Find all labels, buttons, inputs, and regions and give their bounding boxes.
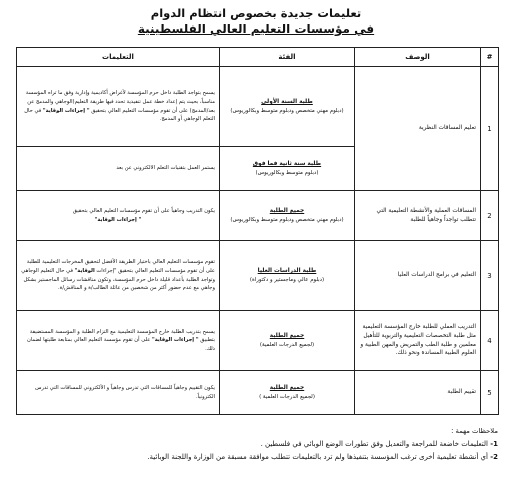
category-title: جميع الطلبة xyxy=(269,208,305,215)
category-title: طلبة سنة ثانية فما فوق xyxy=(252,161,322,168)
instruction-text: في حال التعليم الوجاهي وتواجد الطلبة بأعداد قليلة داخل حرم المؤسسة، وتكون مناقشات رسائل الماجستير بشكل وجاهي مع عدم حضور أكثر من شخصين من عائلة الطالب/ة و المناقش/ة. xyxy=(21,267,215,292)
instruction-emphasis: الوقاية" xyxy=(74,267,95,274)
instruction-text: يسمح بتواجد الطلبة داخل حرم المؤسسة لأغراض أكاديمية وإدارية وفق ما تراه المؤسسة مناسباً، بحيث يتم إعداد خطة عمل تنفيذية تحدد فيها طريقة التعليم(الوجاهي والمدمج عن بعد/المدمج) على أن تقوم مؤسسات التعليم العالي بتحقيق xyxy=(25,90,215,114)
table-row xyxy=(17,371,499,415)
instructions-table xyxy=(16,47,499,415)
header-category: الفئة xyxy=(220,48,355,67)
row-category xyxy=(220,191,355,241)
category-subtitle: (دبلوم مهني متخصص ودبلوم متوسط وبكالوريوس) xyxy=(230,216,344,223)
category-title: جميع الطلبة xyxy=(269,333,305,340)
row-instructions xyxy=(17,241,220,311)
instruction-emphasis: " إجراءات الوقاية" xyxy=(42,107,90,114)
category-title: طلبة الدراسات العليا xyxy=(257,268,317,275)
row-description: المساقات العملية والأنشطة التعليمية التي تتطلب تواجداً وجاهياً للطلبة xyxy=(355,191,481,241)
row-category xyxy=(220,67,355,147)
note-item xyxy=(18,438,498,451)
header-num: # xyxy=(481,48,499,67)
table-row xyxy=(17,241,499,311)
page-title: تعليمات جديدة بخصوص انتظام الدوام xyxy=(150,6,362,20)
instruction-emphasis: " إجراءات الوقاية" xyxy=(94,216,142,223)
header-instructions: التعليمات xyxy=(17,48,220,67)
row-category xyxy=(220,241,355,311)
row-instructions xyxy=(17,67,220,147)
note-number: 1- xyxy=(490,439,498,448)
row-category xyxy=(220,371,355,415)
table-header-row xyxy=(17,48,499,67)
table-row xyxy=(17,191,499,241)
note-item xyxy=(18,451,498,464)
header-description: الوصف xyxy=(355,48,481,67)
instruction-text: تقوم مؤسسات التعليم العالي باختيار الطريقة الأفضل لتحقيق المخرجات التعليمية للطلبة على أن تقوم مؤسسات التعليم العالي بتحقيق "إجراءات xyxy=(26,259,215,274)
note-text: أي أنشطة تعليمية أخرى ترغب المؤسسة بتنفيذها ولم ترد بالتعليمات تتطلب موافقة مسبقة من الوزارة واللجنة الوبائية. xyxy=(147,453,488,462)
row-number: 1 xyxy=(481,67,499,191)
row-description: التدريب العملي للطلبة خارج المؤسسة التعليمية مثل طلبة التخصصات التعليمية والتربوية للتأهيل معلمين و طلبة الطب والتمريض والمهن الطبية و العلوم الطبية المساندة ونحو ذلك. xyxy=(355,311,481,371)
row-number: 3 xyxy=(481,241,499,311)
row-category xyxy=(220,147,355,191)
page-subtitle: في مؤسسات التعليم العالي الفلسطينية xyxy=(137,22,375,36)
row-category xyxy=(220,311,355,371)
row-description: تقييم الطلبة xyxy=(355,371,481,415)
row-number: 2 xyxy=(481,191,499,241)
row-description: التعليم في برامج الدراسات العليا xyxy=(355,241,481,311)
row-description: تعليم المساقات النظرية xyxy=(355,67,481,191)
note-text: التعليمات خاضعة للمراجعة والتعديل وفق تطورات الوضع الوبائي في فلسطين . xyxy=(260,439,488,448)
instruction-emphasis: " إجراءات الوقاية" xyxy=(152,337,199,344)
row-instructions xyxy=(17,311,220,371)
category-title: طلبة السنة الأولى xyxy=(261,99,313,106)
table-row xyxy=(17,67,499,147)
instruction-text: على أن تقوم مؤسسة التعليم العالي بمتابعة طلبتها لضمان ذلك. xyxy=(27,337,215,352)
category-subtitle: (لجميع الدرجات العلمية ) xyxy=(259,393,315,400)
category-subtitle: (دبلوم متوسط وبكالوريوس) xyxy=(255,169,319,176)
instruction-text: يكون التدريب وجاهياً على أن تقوم مؤسسات التعليم العالي بتحقيق xyxy=(72,207,215,214)
category-subtitle: (دبلوم مهني متخصص ودبلوم متوسط وبكالوريوس) xyxy=(230,107,344,114)
category-subtitle: (دبلوم عالي وماجستير و دكتوراة) xyxy=(249,276,325,283)
row-instructions xyxy=(17,191,220,241)
table-row xyxy=(17,311,499,371)
row-number: 5 xyxy=(481,371,499,415)
instruction-text: في حال التعلم الوجاهي أو المدمج. xyxy=(24,107,215,123)
notes-title: ملاحظات مهمة : xyxy=(451,427,498,435)
row-instructions: يستمر العمل بتقنيات التعلم الالكتروني عن بعد xyxy=(17,147,220,191)
notes-section xyxy=(18,425,498,465)
row-instructions: يكون التقييم وجاهياً للمساقات التي تدرس وجاهياً و الألكتروني للمساقات التي تدرس الكترونياً. xyxy=(17,371,220,415)
note-number: 2- xyxy=(490,453,498,462)
row-number: 4 xyxy=(481,311,499,371)
category-title: جميع الطلبة xyxy=(269,385,305,392)
category-subtitle: (لجميع الدرجات العلمية) xyxy=(259,341,315,348)
instruction-text: يسمح بتدريب الطلبة خارج المؤسسة التعليمية مع التزام الطلبة و المؤسسة المستضيفة بتطبيق xyxy=(29,328,215,344)
